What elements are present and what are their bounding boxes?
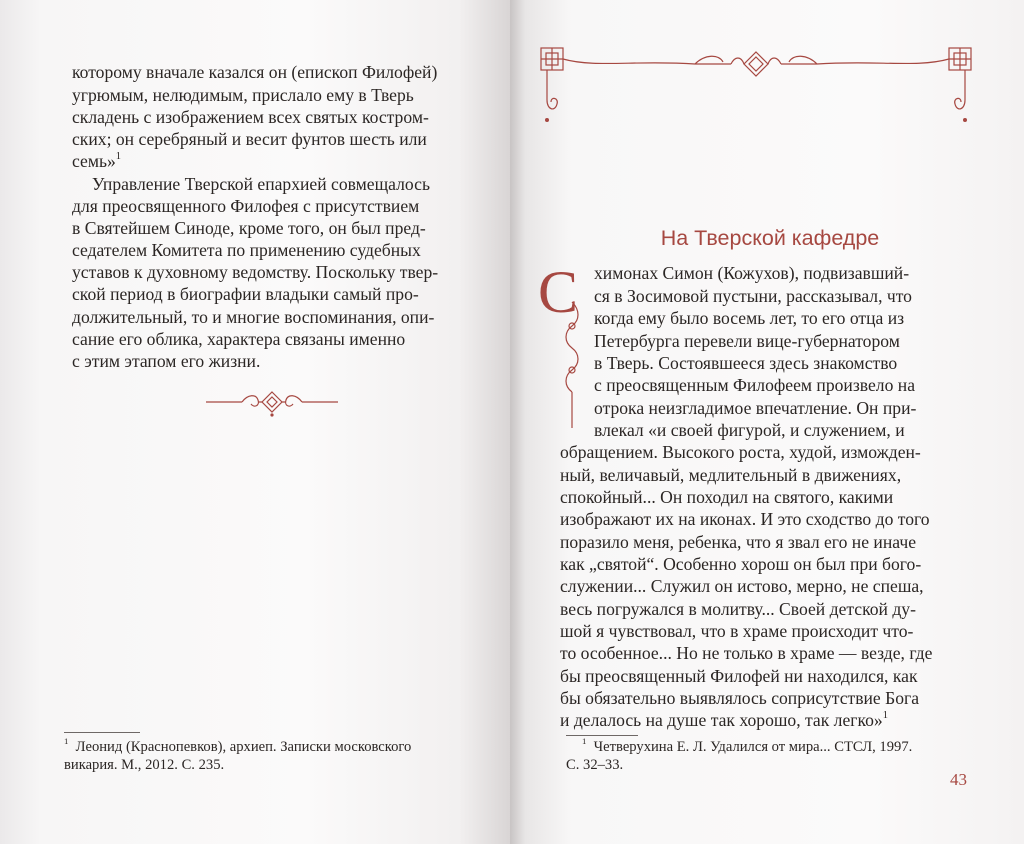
footnote-separator — [64, 732, 140, 733]
body-line: сание его облика, характера связаны именно — [72, 329, 406, 349]
body-line: с этим этапом его жизни. — [72, 351, 261, 371]
body-line: отрока неизгладимое впечатление. Он при- — [594, 398, 917, 418]
body-line: обращением. Высокого роста, худой, изможден- — [560, 442, 921, 462]
body-line: химонах Симон (Кожухов), подвизавший- — [594, 263, 910, 283]
body-line-with-note — [72, 150, 121, 172]
body-line: влекал «и своей фигурой, и служением, и — [594, 420, 905, 440]
body-line: для преосвященного Филофея с присутствием — [72, 196, 420, 216]
body-line: весь погружался в молитву... Своей детской ду- — [560, 599, 916, 619]
footnote-text: Леонид (Краснопевков), архиеп. Записки московского — [75, 739, 412, 755]
body-line: шой я чувствовал, что в храме происходит что- — [560, 621, 914, 641]
footnote-ref: 1 — [882, 710, 888, 722]
right-page — [510, 0, 1024, 844]
footnote-text: Четверухина Е. Л. Удалился от мира... СТСЛ, 1997. — [593, 739, 913, 755]
ornament-divider-icon — [204, 388, 340, 418]
body-line: изображают их на иконах. И это сходство до того — [560, 509, 930, 529]
body-line-text: семь» — [72, 151, 116, 171]
body-line: ся в Зосимовой пустыни, рассказывал, что — [594, 286, 912, 306]
body-line-with-note — [560, 709, 888, 731]
footnote-line — [64, 738, 411, 756]
page-number: 43 — [950, 770, 967, 789]
dropcap: С — [538, 259, 579, 325]
footnote-marker: 1 — [64, 736, 69, 747]
footnote-separator — [566, 735, 638, 736]
body-line: ской период в биографии владыки самый про- — [72, 284, 419, 304]
body-line: ный, величавый, медлительный в движениях, — [560, 465, 902, 485]
body-line: Петербурга перевели вице-губернатором — [594, 331, 900, 351]
header-ornament-icon — [535, 40, 977, 126]
body-line: в Святейшем Синоде, кроме того, он был пред- — [72, 218, 426, 238]
body-line: поразило меня, ребенка, что я звал его не иначе — [560, 532, 916, 552]
body-line-text: и делалось на душе так хорошо, так легко» — [560, 710, 883, 730]
footnote-line — [582, 738, 912, 756]
body-line: то особенное... Но не только в храме — везде, где — [560, 643, 933, 663]
body-line: в Тверь. Состоявшееся здесь знакомство — [594, 353, 898, 373]
body-line: ских; он серебряный и весит фунтов шесть или — [72, 129, 427, 149]
chapter-title: На Тверской кафедре — [660, 226, 880, 250]
body-line: спокойный... Он походил на святого, какими — [560, 487, 894, 507]
body-line: Управление Тверской епархией совмещалось — [92, 174, 430, 194]
left-page — [0, 0, 510, 844]
footnote-ref: 1 — [115, 151, 122, 163]
body-line: седателем Комитета по применению судебных — [72, 240, 421, 260]
body-line: как „святой“. Особенно хорош он был при бого- — [560, 554, 922, 574]
footnote-marker: 1 — [582, 736, 587, 747]
body-line: уставов к духовному ведомству. Поскольку твер- — [72, 262, 439, 282]
body-line: угрюмым, нелюдимым, прислало ему в Тверь — [72, 85, 414, 105]
body-line: складень с изображением всех святых костром- — [72, 107, 429, 127]
body-line: бы обязательно выявлялось соприсутствие Бога — [560, 688, 920, 708]
body-line: служении... Служил он истово, мерно, не спеша, — [560, 576, 924, 596]
footnote-line: С. 32–33. — [566, 757, 624, 773]
body-line: должительный, то и многие воспоминания, опи- — [72, 307, 435, 327]
body-line: которому вначале казался он (епископ Филофей) — [72, 62, 438, 82]
body-line: бы преосвященный Филофей ни находился, как — [560, 666, 918, 686]
footnote-line: викария. М., 2012. С. 235. — [64, 757, 225, 773]
dropcap-flourish-icon — [560, 300, 586, 430]
body-line: когда ему было восемь лет, то его отца из — [594, 308, 905, 328]
body-line: с преосвященным Филофеем произвело на — [594, 375, 916, 395]
